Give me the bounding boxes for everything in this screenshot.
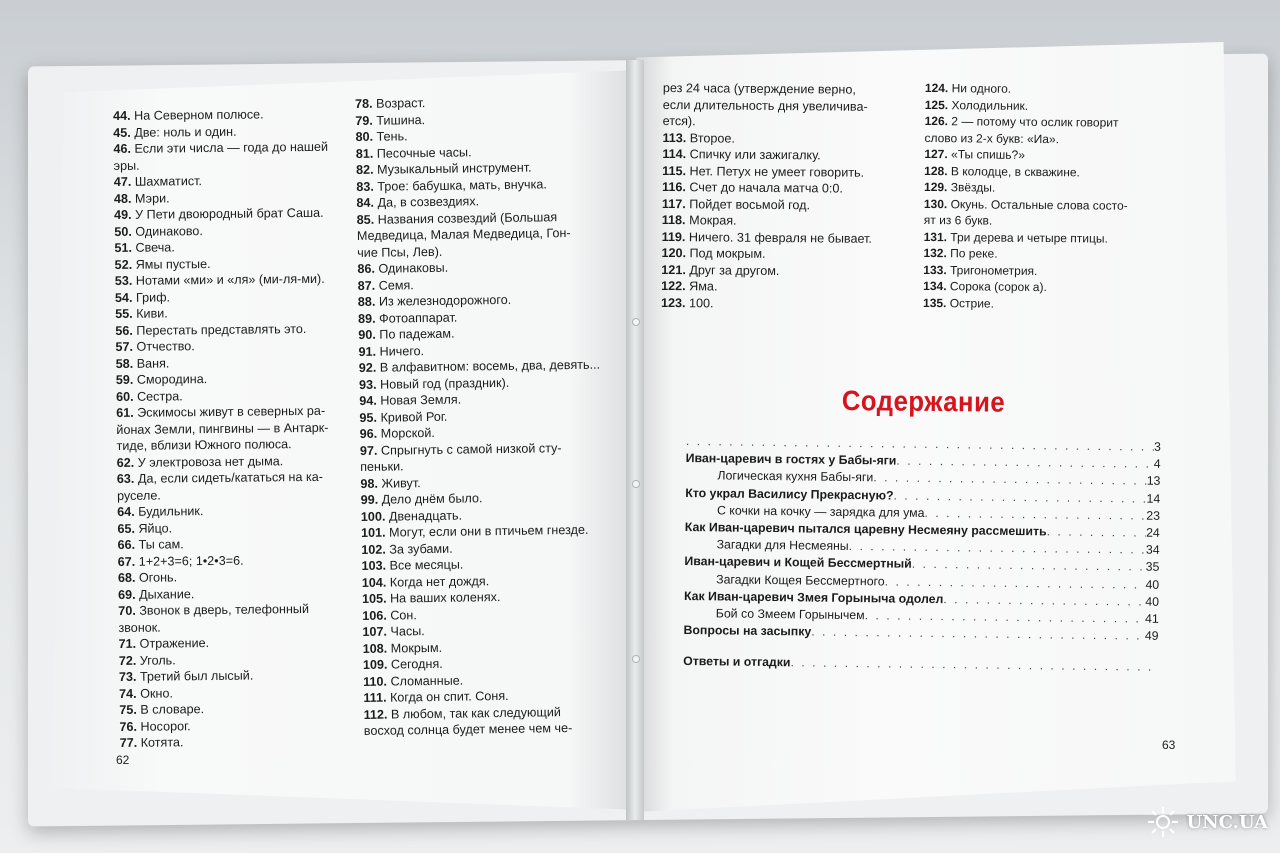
answer-text: тиде, вблизи Южного полюса. (116, 437, 292, 453)
answer-number: 48. (113, 191, 132, 206)
answer-number: 118. (661, 212, 686, 228)
answer-text: Двенадцать. (388, 508, 463, 524)
answer-number: 126. (924, 113, 949, 129)
answer-text: У электровоза нет дыма. (137, 453, 284, 470)
answer-text: Сегодня. (390, 656, 443, 672)
answer-text: Носорог. (140, 718, 191, 734)
answer-number: 102. (361, 542, 386, 557)
answer-number: 87. (357, 278, 376, 293)
answer-number: 108. (362, 641, 388, 656)
answer-number: 111. (363, 690, 387, 705)
answer-text: Да, в созвездиях. (377, 194, 480, 210)
answer-number: 66. (117, 537, 136, 552)
toc-entry-title: Кто украл Василису Прекрасную? (685, 485, 894, 503)
toc-entry-title: Логическая кухня Бабы-яги (717, 468, 874, 485)
answer-line (662, 179, 917, 198)
answer-line (924, 195, 1164, 214)
answer-text: 1+2+3=6; 1•2•3=6. (138, 553, 244, 569)
answer-text: Морской. (380, 425, 435, 441)
answer-text: Мэри. (134, 190, 170, 206)
answer-line (924, 146, 1164, 165)
answer-number: 91. (358, 344, 377, 359)
answer-text: Новая Земля. (380, 392, 462, 408)
answer-line (923, 278, 1163, 297)
answer-line (361, 522, 606, 542)
toc-page-number: 49 (1144, 628, 1159, 644)
answer-text: Сон. (390, 607, 417, 623)
answer-text: В словаре. (140, 702, 205, 717)
answer-text: Котята. (140, 735, 184, 750)
answer-text: Да, если сидеть/кататься на ка- (137, 469, 324, 486)
answer-number: 131. (923, 229, 948, 244)
answer-number: 132. (923, 245, 947, 261)
answer-number: 79. (355, 113, 373, 128)
toc-entry-title: Вопросы на засыпку (683, 623, 812, 639)
answer-number: 103. (361, 558, 387, 573)
answer-text: Могут, если они в птичьем гнезде. (389, 522, 589, 540)
answer-line (924, 179, 1164, 198)
answer-number: 58. (115, 356, 134, 371)
answer-number: 135. (922, 295, 947, 310)
toc-leader-dots (811, 624, 1145, 645)
answer-text: Две: ноль и один. (134, 124, 237, 140)
answer-number: 92. (358, 360, 377, 375)
answer-number: 64. (117, 504, 135, 519)
answer-text: Мокрая. (689, 213, 737, 228)
answer-line (364, 720, 609, 740)
answer-number: 70. (118, 603, 136, 618)
sun-logo-icon (1146, 805, 1180, 839)
answer-text: Кривой Рог. (380, 409, 448, 425)
answer-text: Ямы пустые. (135, 256, 211, 272)
answer-text: звонок. (118, 620, 161, 635)
toc-page-number: 40 (1145, 577, 1160, 592)
toc-entry-title: Как Иван-царевич пытался царевну Несмеяну рассмешить (684, 520, 1047, 539)
answer-text: Окно. (140, 685, 173, 701)
answer-text: Звонок в дверь, телефонный (139, 601, 310, 618)
answer-number: 54. (114, 290, 133, 305)
answer-number: 50. (114, 224, 132, 239)
answer-text: На ваших коленях. (389, 590, 501, 606)
answer-text: Ничего. (379, 343, 425, 359)
answer-number: 56. (115, 323, 133, 338)
answer-number: 90. (358, 327, 376, 342)
answer-number: 52. (114, 257, 133, 272)
answer-number: 69. (118, 587, 136, 602)
answer-number: 105. (361, 591, 387, 606)
answers-column-4 (923, 80, 1165, 313)
answer-text: 2 — потому что ослик говорит (951, 114, 1119, 130)
answer-text: По реке. (950, 246, 998, 261)
answer-number: 55. (115, 306, 133, 321)
answer-text: Если эти числа — года до нашей (134, 139, 329, 156)
answer-text: «Ты спишь?» (950, 147, 1025, 162)
answer-number: 106. (362, 608, 387, 623)
answer-text: если длительность дня увеличива- (662, 97, 868, 114)
answer-number: 74. (119, 686, 137, 701)
answer-text: Названия созвездий (Большая (377, 209, 558, 227)
answer-number: 114. (662, 146, 687, 162)
answer-number: 94. (359, 393, 377, 408)
answer-text: Отражение. (139, 636, 210, 651)
answer-text: Перестать представлять это. (136, 321, 307, 338)
answer-text: восход солнца будет менее чем че- (363, 721, 573, 738)
answer-line (661, 278, 916, 297)
answer-number: 76. (119, 719, 138, 734)
answer-text: чие Псы, Лев). (357, 244, 443, 260)
toc-page-number: 3 (1153, 439, 1161, 454)
answer-text: Холодильник. (951, 97, 1029, 113)
answer-line (924, 212, 1164, 231)
answer-number: 98. (360, 476, 379, 491)
answer-text: Тень. (376, 129, 408, 144)
answer-text: Тишина. (376, 112, 426, 128)
answer-number: 95. (359, 410, 378, 425)
answers-column-1 (113, 106, 350, 752)
answer-line (923, 294, 1163, 313)
answer-text: Новый год (праздник). (379, 375, 510, 392)
toc-page-number: 41 (1144, 611, 1159, 626)
answer-line (924, 162, 1164, 181)
answer-number: 110. (363, 674, 388, 689)
answer-text: йонах Земли, пингвины — в Антарк- (116, 420, 329, 437)
toc-entry-title: Иван-царевич в гостях у Бабы-яги (685, 451, 897, 468)
toc-page-number: 40 (1145, 594, 1160, 609)
answer-number: 62. (116, 455, 135, 470)
answer-number: 119. (661, 229, 686, 244)
answer-text: Звёзды. (950, 180, 996, 195)
answer-number: 45. (113, 125, 131, 140)
answer-text: Дело днём было. (381, 491, 483, 507)
answer-line (661, 245, 916, 264)
answer-number: 46. (113, 141, 132, 156)
answer-text: У Пети двоюродный брат Саша. (135, 205, 324, 222)
binding-stitch (632, 480, 640, 488)
answer-text: ят из 6 букв. (923, 212, 993, 228)
answer-number: 97. (359, 443, 378, 458)
answer-number: 68. (117, 570, 136, 585)
answer-text: Нотами «ми» и «ля» (ми-ля-ми). (135, 271, 325, 288)
answer-number: 93. (358, 377, 377, 392)
answer-text: Все месяцы. (389, 557, 464, 573)
answer-number: 104. (361, 575, 387, 590)
toc-page-number: 4 (1153, 456, 1161, 472)
answer-number: 83. (356, 179, 374, 194)
answer-number: 53. (114, 273, 133, 288)
answer-text: Мокрым. (390, 640, 443, 656)
answer-text: Ты сам. (138, 537, 184, 552)
toc-page-number: 35 (1145, 560, 1160, 575)
answer-line (113, 139, 343, 158)
answer-text: Киви. (136, 306, 168, 321)
answer-text: Когда нет дождя. (389, 573, 490, 590)
answer-number: 128. (924, 163, 948, 178)
answer-text: Яйцо. (138, 520, 173, 536)
answer-line (117, 469, 347, 488)
toc-page-number: 24 (1146, 525, 1160, 540)
answer-text: Сорока (сорок а). (949, 279, 1047, 295)
toc-page-number: 14 (1146, 491, 1161, 506)
answer-text: Фотоаппарат. (379, 310, 458, 326)
toc-entry-title: Загадки для Несмеяны (716, 537, 849, 554)
answer-line (662, 146, 917, 165)
answer-text: Трое: бабушка, мать, внучка. (377, 176, 547, 194)
answer-line (925, 96, 1165, 115)
answer-line (923, 245, 1163, 264)
answer-number: 127. (924, 146, 948, 162)
toc-entry-title: Как Иван-царевич Змея Горыныча одолел (683, 588, 944, 606)
answer-number: 99. (360, 492, 379, 507)
toc-page-number: 13 (1146, 474, 1161, 489)
toc-entry-title: Бой со Змеем Горынычем (715, 606, 865, 623)
answer-number: 61. (116, 405, 134, 420)
answer-text: Одинаково. (135, 223, 203, 239)
answers-column-2 (355, 93, 609, 740)
answer-number: 100. (360, 509, 386, 524)
answer-line (661, 294, 916, 313)
answer-text: Свеча. (135, 240, 175, 255)
answer-text: Отчество. (136, 339, 195, 354)
answer-text: Будильник. (138, 504, 204, 519)
answer-text: рез 24 часа (утверждение верно, (662, 80, 856, 97)
answer-text: Третий был лысый. (139, 668, 254, 684)
answer-number: 78. (355, 96, 373, 111)
answer-text: Сестра. (136, 388, 183, 404)
toc-entry-title: Иван-царевич и Кощей Бессмертный (684, 554, 912, 572)
page-number-left: 62 (116, 753, 130, 767)
answer-text: Острие. (949, 295, 995, 311)
answer-line (116, 403, 346, 422)
answer-number: 88. (357, 294, 376, 309)
answer-text: эры. (113, 158, 140, 173)
answer-number: 89. (358, 311, 376, 326)
answer-number: 85. (356, 212, 375, 227)
page-number-right: 63 (1162, 738, 1176, 752)
answer-text: Уголь. (139, 652, 176, 668)
answers-column-3 (661, 80, 918, 313)
binding-stitch (632, 655, 640, 663)
answer-text: Огонь. (138, 570, 178, 585)
answer-text: руселе. (116, 488, 161, 503)
answer-text: Эскимосы живут в северных ра- (137, 403, 326, 420)
answer-number: 67. (117, 554, 136, 569)
answer-line (925, 113, 1165, 132)
answer-text: Шахматист. (134, 174, 203, 189)
answer-text: Три дерева и четыре птицы. (950, 229, 1108, 246)
answer-text: Живут. (381, 475, 421, 491)
answer-text: Спрыгнуть с самой низкой сту- (380, 440, 562, 458)
answer-text: Второе. (689, 130, 736, 146)
answer-line (924, 228, 1164, 247)
watermark-text: UNC.UA (1186, 811, 1268, 833)
answer-number: 80. (355, 129, 374, 144)
answer-number: 77. (119, 735, 138, 750)
answer-text: Дыхание. (139, 586, 195, 602)
answer-text: Спичку или зажигалку. (689, 147, 821, 163)
answer-number: 65. (117, 521, 135, 536)
answer-number: 59. (115, 372, 134, 387)
answer-number: 96. (359, 426, 378, 441)
book-spine (626, 60, 644, 820)
answer-text: Пойдет восьмой год. (689, 196, 811, 212)
answer-line (116, 419, 346, 438)
answer-text: За зубами. (389, 541, 453, 557)
answer-line (359, 357, 604, 377)
answer-number: 63. (116, 471, 135, 486)
answer-text: Одинаковы. (378, 260, 449, 276)
answer-number: 120. (661, 245, 687, 261)
answer-text: Под мокрым. (689, 246, 766, 261)
answer-number: 113. (662, 130, 687, 145)
answer-number: 121. (661, 262, 686, 277)
answer-text: Счет до начала матча 0:0. (689, 180, 843, 196)
answer-number: 107. (362, 624, 388, 639)
answer-number: 124. (924, 80, 949, 96)
answer-text: Музыкальный инструмент. (376, 160, 532, 177)
watermark (1146, 805, 1268, 839)
answer-number: 82. (355, 162, 374, 177)
answer-text: слово из 2-х букв: «Иа». (924, 130, 1060, 146)
answer-line (115, 271, 345, 290)
answer-text: На Северном полюсе. (134, 107, 264, 123)
answer-text: Тригонометрия. (949, 262, 1038, 278)
answer-text: Гриф. (135, 289, 171, 305)
answer-number: 47. (113, 174, 132, 189)
answer-text: Ваня. (136, 355, 170, 371)
answer-number: 71. (118, 636, 137, 651)
answer-number: 116. (662, 179, 686, 195)
answer-text: По падежам. (379, 326, 455, 342)
answer-text: Ни одного. (951, 81, 1012, 96)
answer-number: 101. (361, 525, 386, 540)
answer-text: В любом, так как следующий (390, 704, 561, 722)
answer-text: Когда он спит. Соня. (389, 688, 509, 705)
answer-text: Возраст. (376, 96, 426, 111)
answer-number: 73. (118, 669, 137, 684)
toc-entry-title: Загадки Кощея Бессмертного (716, 572, 885, 589)
answer-text: ется). (662, 113, 696, 129)
answer-number: 81. (355, 146, 374, 161)
answer-number: 44. (113, 108, 131, 123)
answer-number: 72. (118, 653, 137, 668)
answer-number: 60. (115, 389, 134, 404)
answer-number: 49. (114, 207, 132, 222)
answer-text: В колодце, в скважине. (950, 163, 1080, 179)
answer-number: 122. (661, 278, 686, 294)
answer-text: Друг за другом. (689, 262, 780, 278)
table-of-contents (683, 433, 1161, 676)
answer-number: 123. (660, 295, 686, 310)
answer-text: Семя. (378, 277, 414, 293)
answer-text: Окунь. Остальные слова состо- (950, 196, 1128, 213)
answer-text: Медведица, Малая Медведица, Гон- (356, 226, 571, 243)
answer-line (925, 80, 1165, 99)
answer-line (663, 96, 918, 115)
answer-number: 75. (119, 702, 137, 717)
answer-number: 112. (363, 707, 388, 722)
answer-text: Часы. (390, 624, 425, 639)
answer-number: 125. (924, 97, 949, 112)
answer-text: Яма. (689, 279, 718, 294)
toc-entry-title: Ответы и отгадки (683, 654, 791, 670)
answer-number: 130. (923, 196, 948, 211)
answer-number: 117. (661, 196, 686, 211)
toc-page-number: 23 (1146, 508, 1161, 523)
answer-text: пеньки. (360, 459, 404, 474)
answer-number: 57. (115, 339, 134, 354)
answer-text: Смородина. (136, 372, 208, 387)
answer-text: Сломанные. (390, 673, 464, 689)
answer-text: 100. (689, 295, 714, 310)
toc-page-number: 34 (1145, 542, 1160, 558)
answer-line (924, 129, 1164, 148)
toc-title: Содержание (841, 385, 1006, 418)
answer-line (357, 225, 602, 245)
answer-line (662, 212, 917, 231)
answer-number: 129. (924, 179, 948, 195)
answer-line (114, 205, 344, 224)
answer-line (663, 80, 918, 99)
toc-entry-title: С кочки на кочку — зарядка для ума (716, 503, 925, 520)
answer-number: 51. (114, 240, 133, 255)
answer-text: Песочные часы. (376, 144, 472, 161)
answer-line (120, 733, 350, 752)
answer-number: 115. (662, 163, 687, 178)
answer-text: Нет. Петух не умеет говорить. (689, 163, 865, 180)
answer-number: 84. (356, 195, 375, 210)
answer-text: Из железнодорожного. (378, 292, 512, 309)
toc-leader-dots (1047, 523, 1147, 541)
answer-number: 133. (923, 262, 947, 277)
answer-number: 86. (357, 261, 376, 276)
binding-stitch (632, 318, 640, 326)
answer-text: Ничего. 31 февраля не бывает. (688, 229, 872, 246)
answer-line (923, 261, 1163, 280)
answer-number: 109. (362, 657, 388, 672)
answer-number: 134. (923, 278, 947, 294)
answer-text: В алфавитном: восемь, два, девять... (379, 357, 601, 375)
